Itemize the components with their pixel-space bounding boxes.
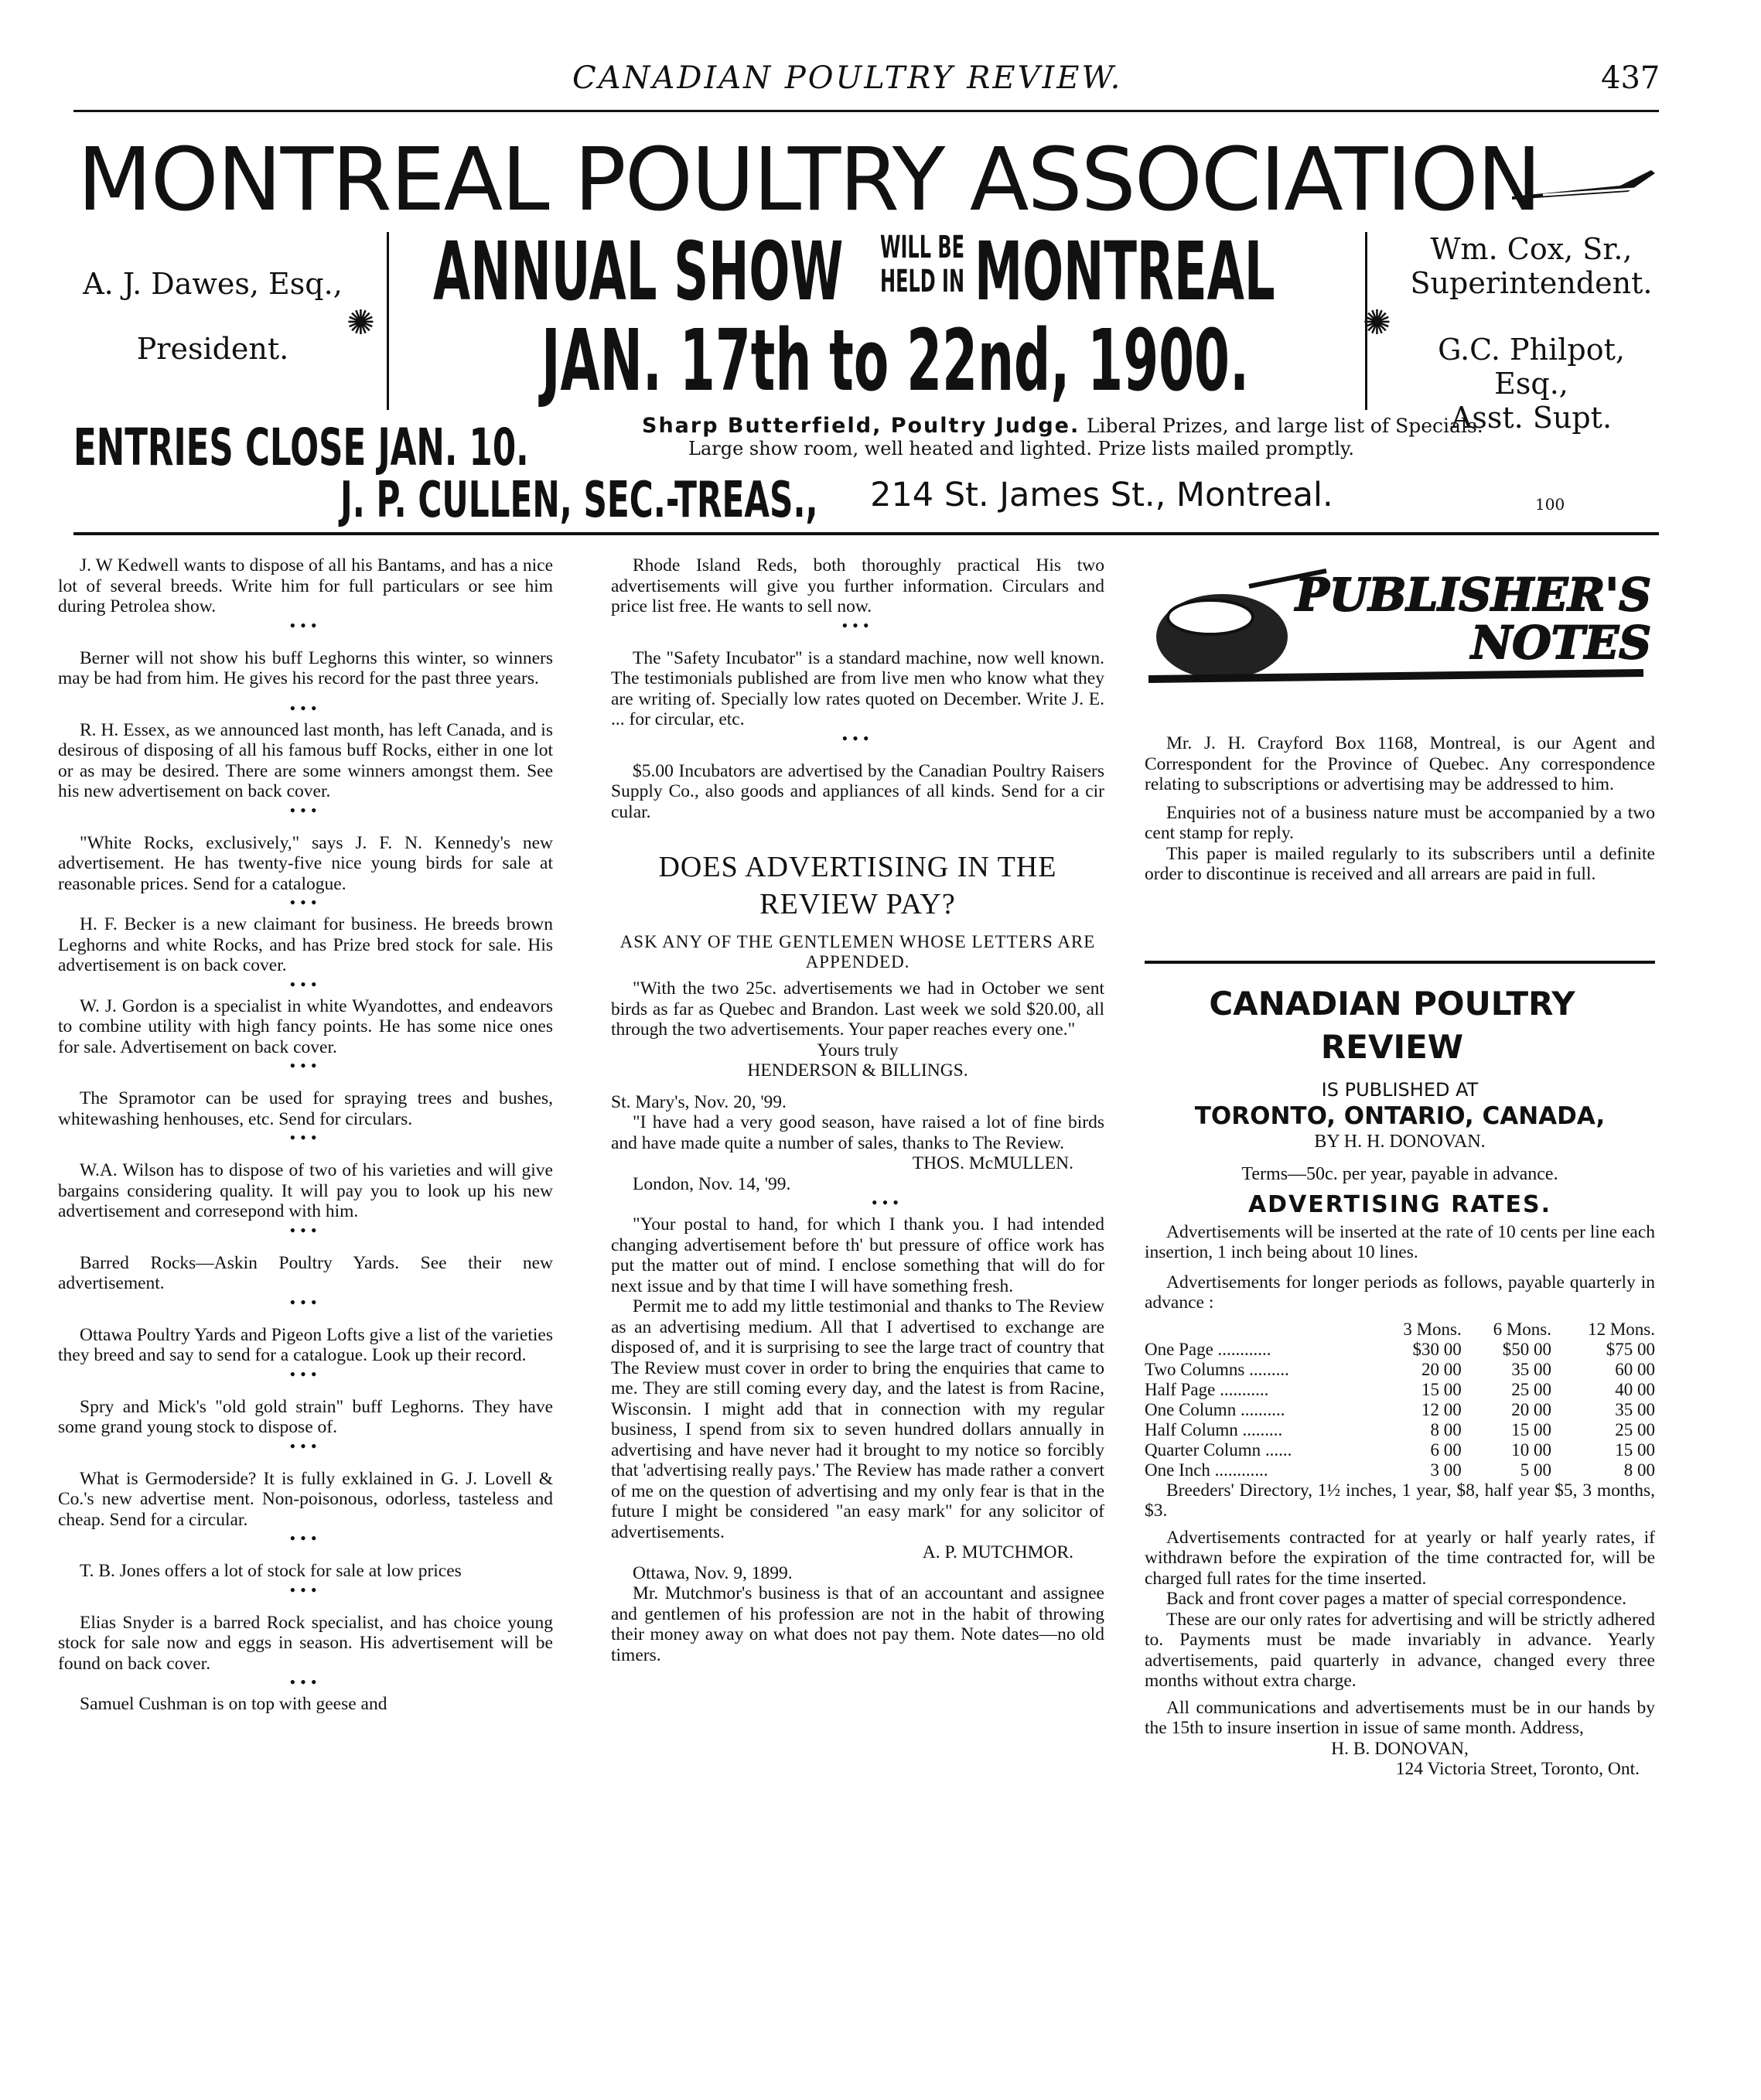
separator-dots: •••: [289, 1364, 322, 1384]
header-12-mons: 12 Mons.: [1588, 1319, 1655, 1339]
entries-close: ENTRIES CLOSE JAN. 10.: [73, 418, 529, 477]
header-3-mons: 3 Mons.: [1403, 1319, 1462, 1339]
table-row: One Column .......... 12 00 20 00 35 00: [1145, 1399, 1655, 1419]
note: Mr. J. H. Crayford Box 1168, Montreal, is our Agent and Correspondent for the Province of Quebec. Any correspondence relating to subscriptions or advertising may be addressed to him.: [1145, 733, 1655, 794]
sign-address: 124 Victoria Street, Toronto, Ont.: [1395, 1759, 1640, 1779]
col1-item: Barred Rocks—Askin Poultry Yards. See their new advertisement.: [58, 1252, 553, 1293]
sign-name: H. B. DONOVAN,: [1331, 1738, 1469, 1759]
col1-item: What is Germoderside? It is fully exklained in G. J. Lovell & Co.'s new advertise ment. Non-poisonous, odorless, tasteless and cheap. Send for a circular.: [58, 1468, 553, 1530]
ad-code: 100: [1535, 495, 1565, 514]
col2-intro: $5.00 Incubators are advertised by the Canadian Poultry Raisers Supply Co., also goods and appliances of all kinds. Send for a cir cular.: [611, 760, 1104, 822]
secretary: J. P. CULLEN, SEC.-TREAS.,: [340, 472, 818, 529]
separator-dots: •••: [289, 800, 322, 820]
letter-2-date: St. Mary's, Nov. 20, '99.: [611, 1091, 787, 1112]
only-rates: These are our only rates for advertising and will be strictly adhered to. Payments must be made invariably in advance. Yearly advertisements, paid quarterly in advance, changed every three months without extra charge.: [1145, 1609, 1655, 1691]
column-1: [58, 555, 553, 1715]
letter-3-sign: A. P. MUTCHMOR.: [922, 1542, 1073, 1562]
table-row: One Inch ............ 3 00 5 00 8 00: [1145, 1460, 1655, 1480]
page-number: 437: [1601, 60, 1660, 96]
ad-bottom-rule: [73, 532, 1659, 535]
secretary-address: 214 St. James St., Montreal.: [870, 476, 1333, 514]
rates-p1: Advertisements will be inserted at the rate of 10 cents per line each insertion, 1 inch being about 10 lines.: [1145, 1221, 1655, 1262]
column-2: [611, 555, 1104, 1665]
star-ornament-left: ✺: [346, 303, 375, 343]
header-rule: [73, 110, 1659, 112]
superintendent-role: Superintendent.: [1410, 266, 1653, 300]
col1-item: T. B. Jones offers a lot of stock for sale at low prices: [80, 1561, 462, 1581]
president-block: [73, 267, 352, 366]
show-city: MONTREAL: [974, 224, 1275, 319]
review-title: CANADIAN POULTRY REVIEW: [1209, 985, 1575, 1066]
ad-pay-subheading: ASK ANY OF THE GENTLEMEN WHOSE LETTERS ARE APPENDED.: [619, 932, 1096, 971]
table-row: Half Page ........... 15 00 25 00 40 00: [1145, 1379, 1655, 1399]
separator-dots: •••: [841, 615, 874, 635]
col1-item: Spry and Mick's "old gold strain" buff Leghorns. They have some grand young stock to dispose of.: [58, 1396, 553, 1437]
terms: Terms—50c. per year, payable in advance.: [1241, 1164, 1558, 1184]
letter-3b: Permit me to add my little testimonial and thanks to The Review as an advertising medium. All that I advertised to exchange are disposed of, and it is surprising to see the large tract of country that The Review must cover in order to bring the enquiries that came to me. They are still coming every day, and the latest is from Racine, Wisconsin. I might add that in connection with my regular business, I spend from six to seven hundred dollars annually in advertising and have never had it brought to my notice so forcibly that 'advertising really pays.' The Review has made rather a convert of me on the question of advertising and my only fear is that in the future I might be considered "an easy mark" for any solicitor of advertisements.: [611, 1296, 1104, 1542]
letter-1: "With the two 25c. advertisements we had in October we sent birds as far as Quebec and Brandon. Last week we sold $20.00, all through the two advertisements. Your paper reaches every one.": [611, 978, 1104, 1040]
col2-intro: The "Safety Incubator" is a standard machine, now well known. The testimonials published are from live men who know what they are writing of. Specially low rates quoted on December. Write J. E. ... for circular, etc.: [611, 647, 1104, 729]
letter-1-close: Yours truly: [817, 1040, 899, 1060]
col1-item: R. H. Essex, as we announced last month, has left Canada, and is desirous of disposing of all his famous buff Rocks, either in one lot or as may be desired. There are some winners amongst them. See his new advertisement on back cover.: [58, 719, 553, 801]
col2-intro: Rhode Island Reds, both thoroughly practical His two advertisements will give you further information. Circulars and price list free. He wants to sell now.: [611, 555, 1104, 616]
separator-dots: •••: [289, 1220, 322, 1240]
notes-rule: [1145, 961, 1655, 964]
col1-item: Ottawa Poultry Yards and Pigeon Lofts give a list of the varieties they breed and say to send for a catalogue. Look up their record.: [58, 1324, 553, 1365]
separator-dots: •••: [871, 1193, 903, 1212]
note: This paper is mailed regularly to its subscribers until a definite order to discontinue is received and all arrears are paid in full.: [1145, 843, 1655, 884]
separator-dots: •••: [289, 1292, 322, 1312]
rates-table: [1145, 1320, 1655, 1480]
letter-2: "I have had a very good season, have raised a lot of fine birds and have made quite a number of sales, thanks to The Review.: [611, 1112, 1104, 1153]
col1-item: Berner will not show his buff Leghorns this winter, so winners may be had from him. He gives his record for the past three years.: [58, 647, 553, 688]
publisher: BY H. H. DONOVAN.: [1314, 1131, 1486, 1152]
header-6-mons: 6 Mons.: [1493, 1319, 1551, 1339]
separator-dots: •••: [289, 893, 322, 912]
letter-1-sign: HENDERSON & BILLINGS.: [747, 1060, 968, 1081]
will-be-text: WILL BE: [880, 230, 965, 265]
separator-dots: •••: [289, 974, 322, 994]
asst-role: Asst. Supt.: [1450, 401, 1613, 435]
running-head: [0, 60, 1761, 107]
table-row: Half Column ......... 8 00 15 00 25 00: [1145, 1419, 1655, 1439]
letter-2-sign: THOS. McMULLEN.: [912, 1153, 1073, 1173]
held-in-text: HELD IN: [880, 264, 965, 299]
col1-item: "White Rocks, exclusively," says J. F. N. Kennedy's new advertisement. He has twenty-five nice young birds for sale at reasonable prices. Send for a catalogue.: [58, 832, 553, 894]
rates-table-header: [1145, 1320, 1655, 1340]
breeders-directory: Breeders' Directory, 1½ inches, 1 year, $8, half year $5, 3 months, $3.: [1145, 1480, 1655, 1521]
separator-dots: •••: [289, 1672, 322, 1692]
ad-divider-left: [387, 232, 389, 410]
separator-dots: •••: [289, 1528, 322, 1548]
show-dates: JAN. 17th to 22nd, 1900.: [541, 311, 1250, 410]
superintendent-name: Wm. Cox, Sr.,: [1430, 232, 1633, 266]
banner-title: PUBLISHER'S NOTES: [1295, 569, 1651, 669]
judge-name: Sharp Butterfield, Poultry Judge.: [642, 414, 1080, 438]
annual-show-text: ANNUAL SHOW: [433, 224, 844, 319]
separator-dots: •••: [289, 698, 322, 718]
communications: All communications and advertisements must be in our hands by the 15th to insure insertion in issue of same month. Address,: [1145, 1697, 1655, 1738]
secretary-line: [340, 472, 1333, 529]
publishers-notes-banner: [1148, 563, 1659, 691]
col1-item: W. J. Gordon is a specialist in white Wyandottes, and endeavors to combine utility with high fancy points. He has some nice ones for sale. Advertisement on back cover.: [58, 995, 553, 1057]
table-row: Quarter Column ...... 6 00 10 00 15 00: [1145, 1439, 1655, 1460]
separator-dots: •••: [289, 1056, 322, 1075]
review-details: [1145, 1080, 1655, 1780]
col1-item: J. W Kedwell wants to dispose of all his Bantams, and has a nice lot of several breeds. Write him for full particulars or see him during Petrolea show.: [58, 555, 553, 616]
ad-pay-heading: DOES ADVERTISING IN THE REVIEW PAY?: [658, 851, 1057, 920]
col2-closing: Mr. Mutchmor's business is that of an accountant and assignee and gentlemen of his profession are not in the habit of throwing their money away on what does not pay them. Note dates—no old timers.: [611, 1583, 1104, 1665]
published-at: IS PUBLISHED AT: [1321, 1079, 1479, 1101]
col1-item: Samuel Cushman is on top with geese and: [80, 1694, 387, 1714]
separator-dots: •••: [289, 1436, 322, 1456]
rates-heading: ADVERTISING RATES.: [1247, 1190, 1552, 1218]
table-row: One Page ............ $30 00 $50 00 $75 00: [1145, 1339, 1655, 1359]
col1-item: Elias Snyder is a barred Rock specialist, and has choice young stock for sale now and eggs in season. His advertisement will be found on back cover.: [58, 1612, 553, 1674]
officers-block: [1408, 232, 1655, 435]
col1-item: The Spramotor can be used for spraying trees and bushes, whitewashing henhouses, etc. Send for circulars.: [58, 1088, 553, 1129]
separator-dots: •••: [289, 615, 322, 635]
president-name: A. J. Dawes, Esq.,: [83, 267, 343, 301]
ad-title: MONTREAL POULTRY ASSOCIATION: [77, 130, 1541, 230]
col1-item: W.A. Wilson has to dispose of two of his varieties and will give bargains considering quality. It will pay you to look up his new advertisement and corresepond with him.: [58, 1160, 553, 1221]
note: Enquiries not of a business nature must be accompanied by a two cent stamp for reply.: [1145, 802, 1655, 843]
contracted-rates: Advertisements contracted for at yearly or half yearly rates, if withdrawn before the expiration of the time contracted for, will be charged full rates for the time inserted.: [1145, 1527, 1655, 1589]
separator-dots: •••: [289, 1128, 322, 1147]
letter-3-date-end: Ottawa, Nov. 9, 1899.: [633, 1562, 793, 1583]
judge-note-2: Large show room, well heated and lighted. Prize lists mailed promptly.: [688, 438, 1354, 459]
judge-line: [642, 414, 1663, 438]
rates-p2: Advertisements for longer periods as follows, payable quarterly in advance :: [1145, 1272, 1655, 1313]
pen-icon: [1512, 169, 1659, 204]
president-role: President.: [136, 332, 289, 366]
cover-pages: Back and front cover pages a matter of special correspondence.: [1166, 1589, 1627, 1609]
judge-note: Liberal Prizes, and large list of Specials.: [1086, 415, 1483, 437]
star-ornament-right: ✺: [1363, 303, 1391, 343]
location: TORONTO, ONTARIO, CANADA,: [1194, 1101, 1606, 1130]
running-title: CANADIAN POULTRY REVIEW.: [572, 60, 1123, 96]
table-row: Two Columns ......... 20 00 35 00 60 00: [1145, 1359, 1655, 1379]
asst-name: G.C. Philpot, Esq.,: [1438, 333, 1625, 401]
separator-dots: •••: [289, 1579, 322, 1600]
letter-3a: "Your postal to hand, for which I thank you. I had intended changing advertisement before th' but pressure of office work has put the matter out of mind. I enclose something that will do for next issue and by that time I will have something fresh.: [611, 1214, 1104, 1296]
col1-item: H. F. Becker is a new claimant for business. He breeds brown Leghorns and white Rocks, and has Prize bred stock for sale. His advertisement is on back cover.: [58, 914, 553, 975]
letter-3-date: London, Nov. 14, '99.: [633, 1173, 791, 1194]
column-3: [1145, 733, 1655, 885]
separator-dots: •••: [841, 728, 874, 748]
